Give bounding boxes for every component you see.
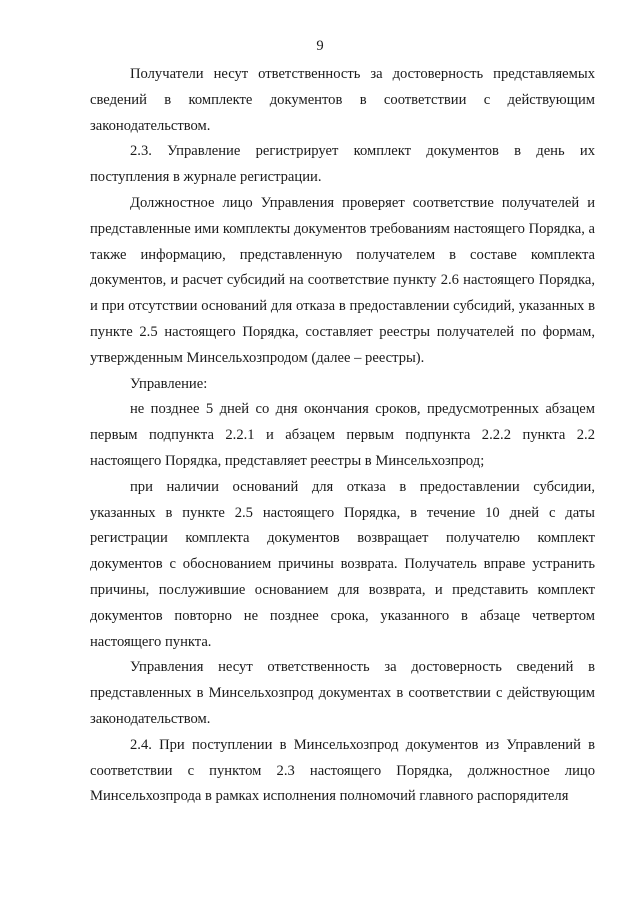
- paragraph-registry-deadline: не позднее 5 дней со дня окончания сроков, предусмотренных абзацем первым подпункта 2.2.1 и абзацем первым подпункта 2.2.2 пункта 2.2 настоящего Порядка, представляет реестры в Минсельхозпрод;: [90, 401, 595, 469]
- page-number: 9: [316, 38, 324, 54]
- paragraph-directorates-responsibility: Управления несут ответственность за достоверность сведений в представленных в Минсельхозпрод документах в соответствии с действующим законодательством.: [90, 659, 595, 727]
- paragraph-2-4-ministry-receipt: 2.4. При поступлении в Минсельхозпрод документов из Управлений в соответствии с пунктом 2.3 настоящего Порядка, должностное лицо Минсельхозпрода в рамках исполнения полномочий главного распорядителя: [90, 736, 595, 805]
- paragraph-directorate-heading: Управление:: [130, 375, 208, 392]
- document-body: [90, 62, 595, 810]
- paragraph-refusal-return: при наличии оснований для отказа в предоставлении субсидии, указанных в пункте 2.5 настоящего Порядка, в течение 10 дней с даты регистрации комплекта документов возвращает получателю комплект документов с обоснованием причины возврата. Получатель вправе устранить причины, послужившие основанием для возврата, и представить комплект документов повторно не позднее срока, указанного в абзаце четвертом настоящего пункта.: [90, 478, 595, 650]
- paragraph-official-verification: Должностное лицо Управления проверяет соответствие получателей и представленные ими комплекты документов требованиям настоящего Порядка, а также информацию, представленную получателем в составе комплекта документов, и расчет субсидий на соответствие пункту 2.6 настоящего Порядка, и при отсутствии оснований для отказа в предоставлении субсидий, указанных в пункте 2.5 настоящего Порядка, составляет реестры получателей по формам, утвержденным Минсельхозпродом (далее – реестры).: [90, 194, 595, 366]
- paragraph-2-3-registration: 2.3. Управление регистрирует комплект документов в день их поступления в журнале регистрации.: [90, 143, 595, 186]
- paragraph-responsibility-recipients: Получатели несут ответственность за достоверность представляемых сведений в комплекте документов в соответствии с действующим законодательством.: [90, 66, 595, 134]
